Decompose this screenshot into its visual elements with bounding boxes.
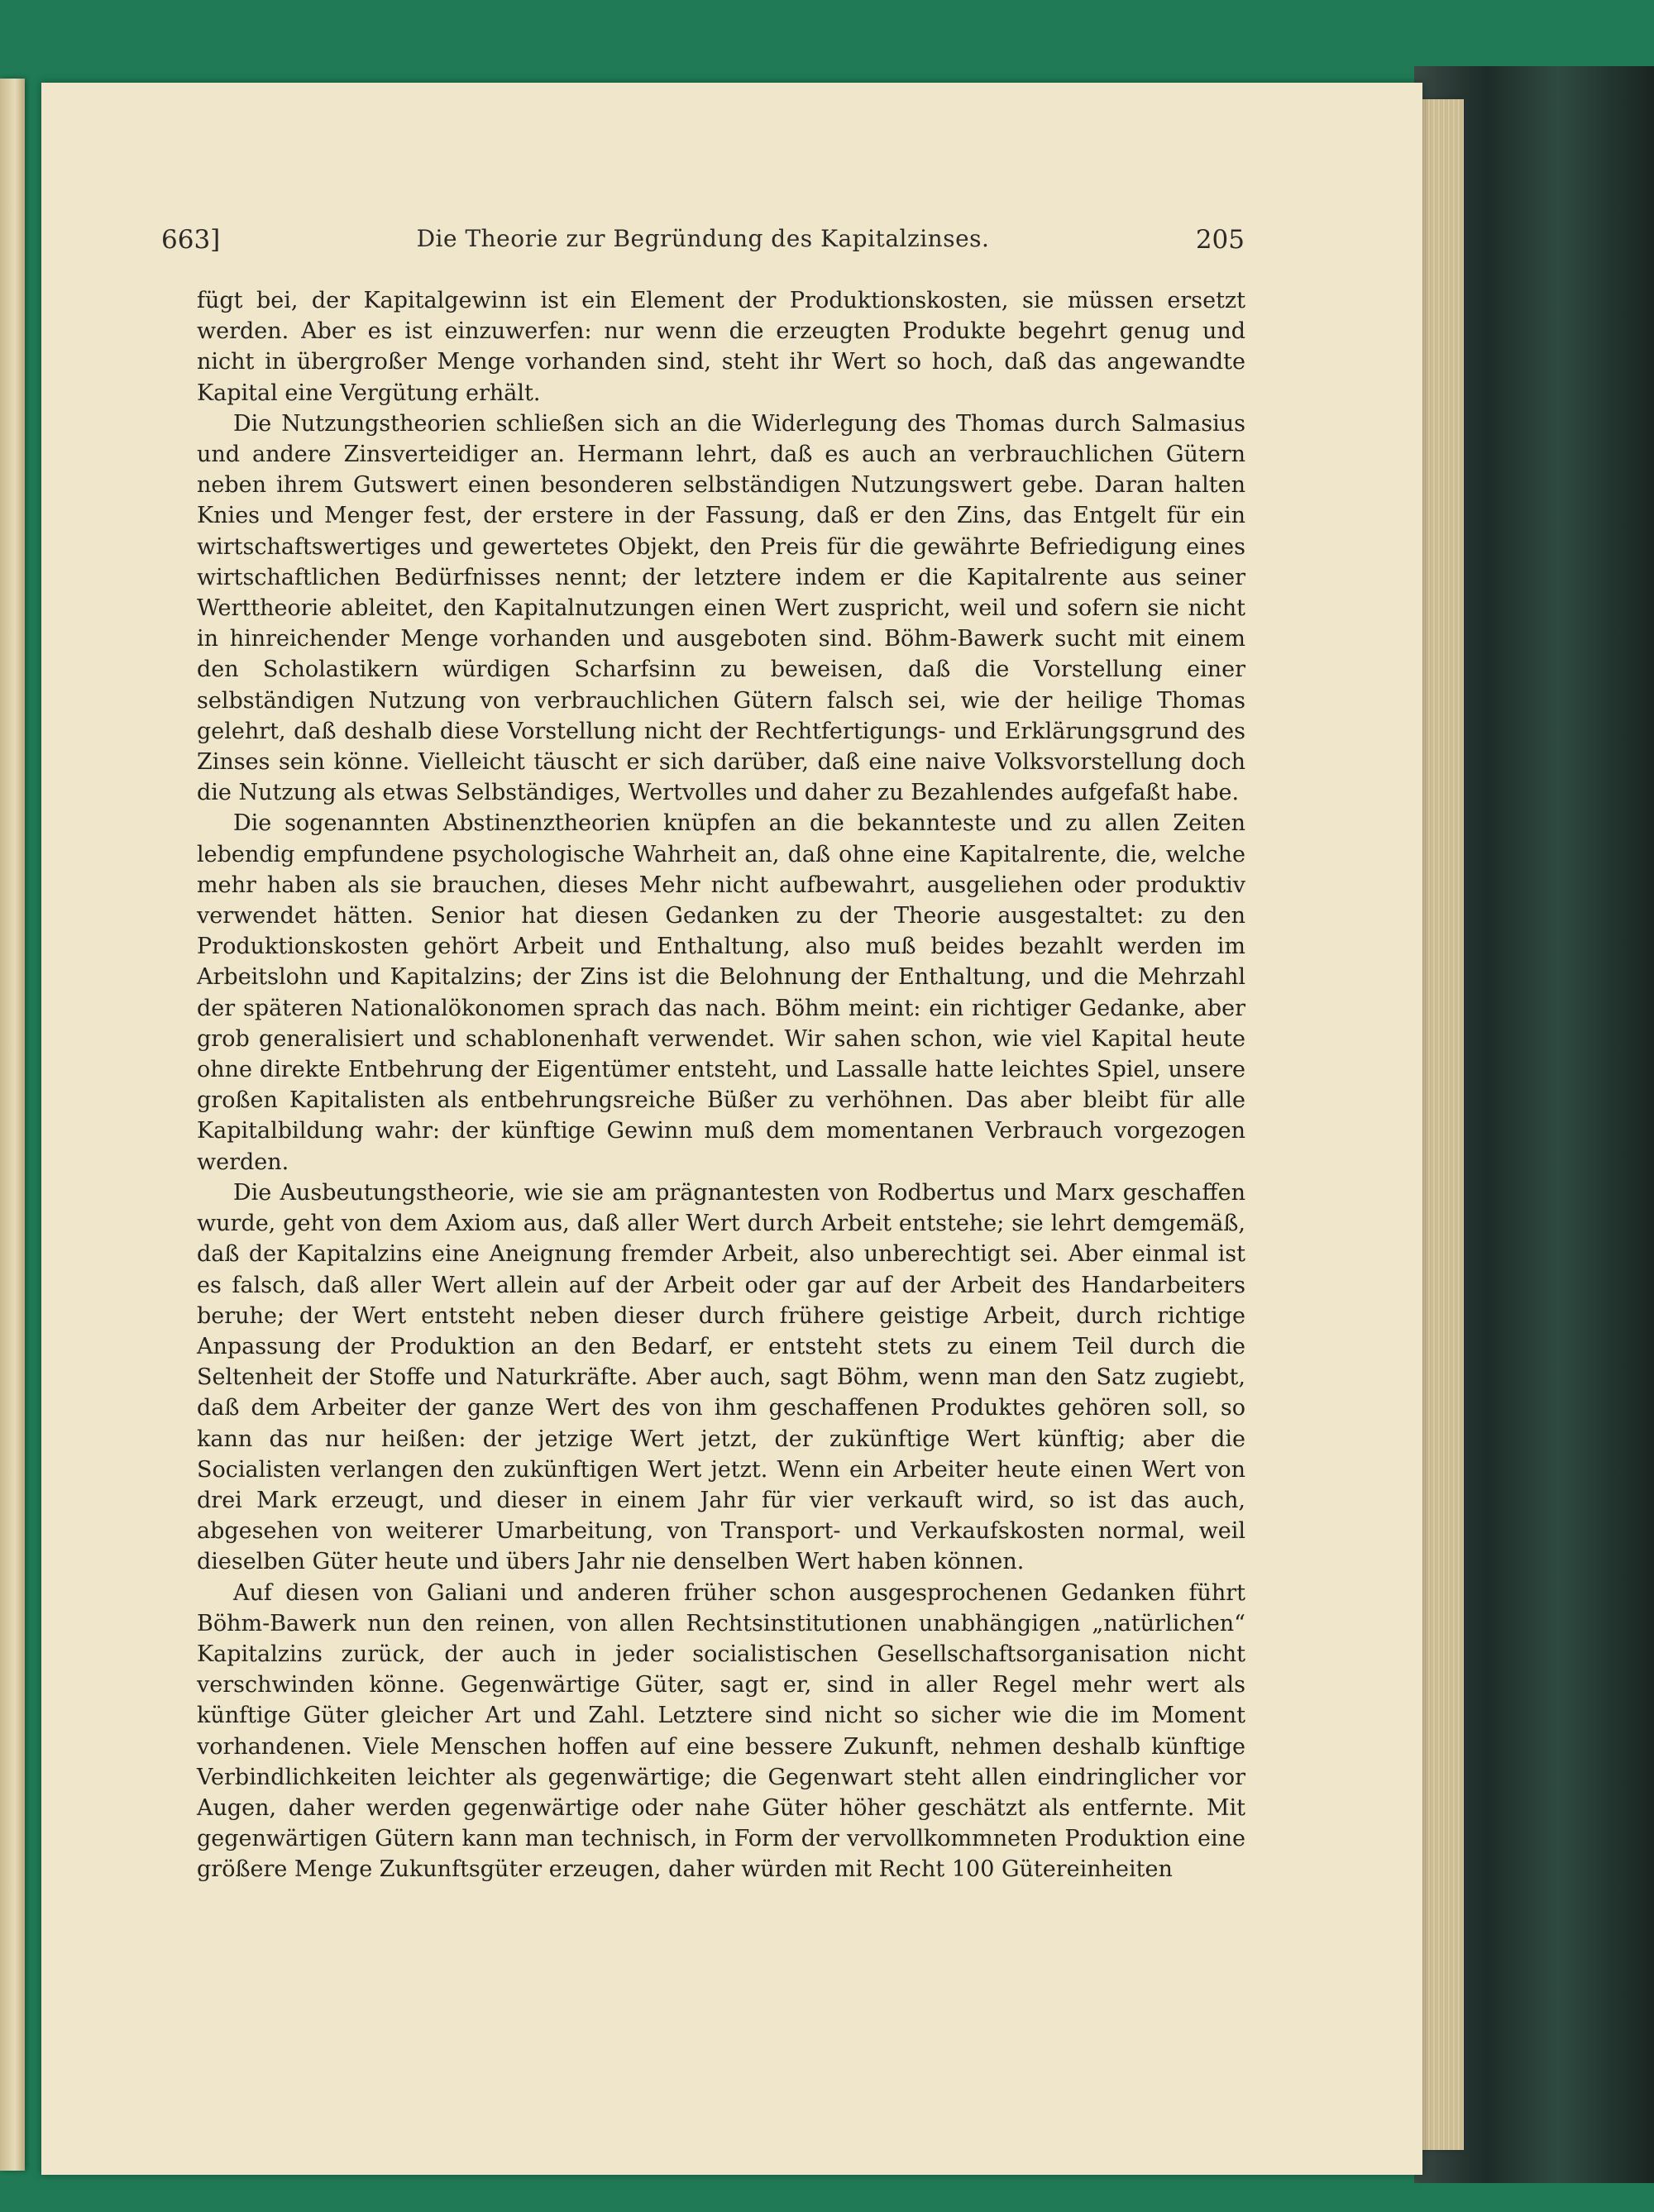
running-title: Die Theorie zur Begründung des Kapitalzinses.: [416, 225, 990, 252]
paragraph-5: Auf diesen von Galiani und anderen früher schon ausgesprochenen Gedanken führt Böhm-Bawerk nun den reinen, von allen Rechtsinstitutionen unabhängigen „natürlichen“ Kapitalzins zurück, der auch in jeder socialistischen Gesellschaftsorganisation nicht verschwinden könne. Gegenwärtige Güter, sagt er, sind in aller Regel mehr wert als künftige Güter gleicher Art und Zahl. Letztere sind nicht so sicher wie die im Moment vorhandenen. Viele Menschen hoffen auf eine bessere Zukunft, nehmen deshalb künftige Verbindlichkeiten leichter als gegenwärtige; die Gegenwart steht allen eindringlicher vor Augen, daher werden gegenwärtige oder nahe Güter höher geschätzt als entfernte. Mit gegenwärtigen Gütern kann man technisch, in Form der vervollkommneten Produktion eine größere Menge Zukunftsgüter erzeugen, daher würden mit Recht 100 Gütereinheiten: [197, 1579, 1245, 1883]
page-number-left: 663]: [161, 225, 221, 255]
facing-page-edge: [0, 79, 25, 2171]
running-header: [161, 225, 1245, 258]
paragraph-4: Die Ausbeutungstheorie, wie sie am prägnantesten von Rodbertus und Marx geschaffen wurde, geht von dem Axiom aus, daß aller Wert durch Arbeit entstehe; sie lehrt demgemäß, daß der Kapitalzins eine Aneignung fremder Arbeit, also unberechtigt sei. Aber einmal ist es falsch, daß aller Wert allein auf der Arbeit oder gar auf der Arbeit des Handarbeiters beruhe; der Wert entsteht neben dieser durch frühere geistige Arbeit, durch richtige Anpassung der Produktion an den Bedarf, er entsteht stets zu einem Teil durch die Seltenheit der Stoffe und Naturkräfte. Aber auch, sagt Böhm, wenn man den Satz zugiebt, daß dem Arbeiter der ganze Wert des von ihm geschaffenen Produktes gehören soll, so kann das nur heißen: der jetzige Wert jetzt, der zukünftige Wert künftig; aber die Socialisten verlangen den zukünftigen Wert jetzt. Wenn ein Arbeiter heute einen Wert von drei Mark erzeugt, und dieser in einem Jahr für vier verkauft wird, so ist das auch, abgesehen von weiterer Umarbeitung, von Transport- und Verkaufskosten normal, weil dieselben Güter heute und übers Jahr nie denselben Wert haben können.: [197, 1179, 1245, 1575]
body-text: [197, 285, 1245, 1885]
page-number-right: 205: [1195, 225, 1245, 255]
paragraph-2: Die Nutzungstheorien schließen sich an die Widerlegung des Thomas durch Salmasius und andere Zinsverteidiger an. Hermann lehrt, daß es auch an verbrauchlichen Gütern neben ihrem Gutswert einen besonderen selbständigen Nutzungswert gebe. Daran halten Knies und Menger fest, der erstere in der Fassung, daß er den Zins, das Entgelt für ein wirtschaftswertiges und gewertetes Objekt, den Preis für die gewährte Befriedigung eines wirtschaftlichen Bedürfnisses nennt; der letztere indem er die Kapitalrente aus seiner Werttheorie ableitet, den Kapitalnutzungen einen Wert zuspricht, weil und sofern sie nicht in hinreichender Menge vorhanden und ausgeboten sind. Böhm-Bawerk sucht mit einem den Scholastikern würdigen Scharfsinn zu beweisen, daß die Vorstellung einer selbständigen Nutzung von verbrauchlichen Gütern falsch sei, wie der heilige Thomas gelehrt, daß deshalb diese Vorstellung nicht der Rechtfertigungs- und Erklärungsgrund des Zinses sein könne. Vielleicht täuscht er sich darüber, daß eine naive Volksvorstellung doch die Nutzung als etwas Selbständiges, Wertvolles und daher zu Bezahlendes aufgefaßt habe.: [197, 410, 1245, 806]
paragraph-3: Die sogenannten Abstinenztheorien knüpfen an die bekannteste und zu allen Zeiten lebendig empfundene psychologische Wahrheit an, daß ohne eine Kapitalrente, die, welche mehr haben als sie brauchen, dieses Mehr nicht aufbewahrt, ausgeliehen oder produktiv verwendet hätten. Senior hat diesen Gedanken zu der Theorie ausgestaltet: zu den Produktionskosten gehört Arbeit und Enthaltung, also muß beides bezahlt werden im Arbeitslohn und Kapitalzins; der Zins ist die Belohnung der Enthaltung, und die Mehrzahl der späteren Nationalökonomen sprach das nach. Böhm meint: ein richtiger Gedanke, aber grob generalisiert und schablonenhaft verwendet. Wir sahen schon, wie viel Kapital heute ohne direkte Entbehrung der Eigentümer entsteht, und Lassalle hatte leichtes Spiel, unsere großen Kapitalisten als entbehrungsreiche Büßer zu verhöhnen. Das aber bleibt für alle Kapitalbildung wahr: der künftige Gewinn muß dem momentanen Verbrauch vorgezogen werden.: [197, 810, 1245, 1175]
paragraph-1: fügt bei, der Kapitalgewinn ist ein Element der Produktionskosten, sie müssen ersetzt werden. Aber es ist einzuwerfen: nur wenn die erzeugten Produkte begehrt genug und nicht in übergroßer Menge vorhanden sind, steht ihr Wert so hoch, daß das angewandte Kapital eine Vergütung erhält.: [197, 288, 1245, 406]
